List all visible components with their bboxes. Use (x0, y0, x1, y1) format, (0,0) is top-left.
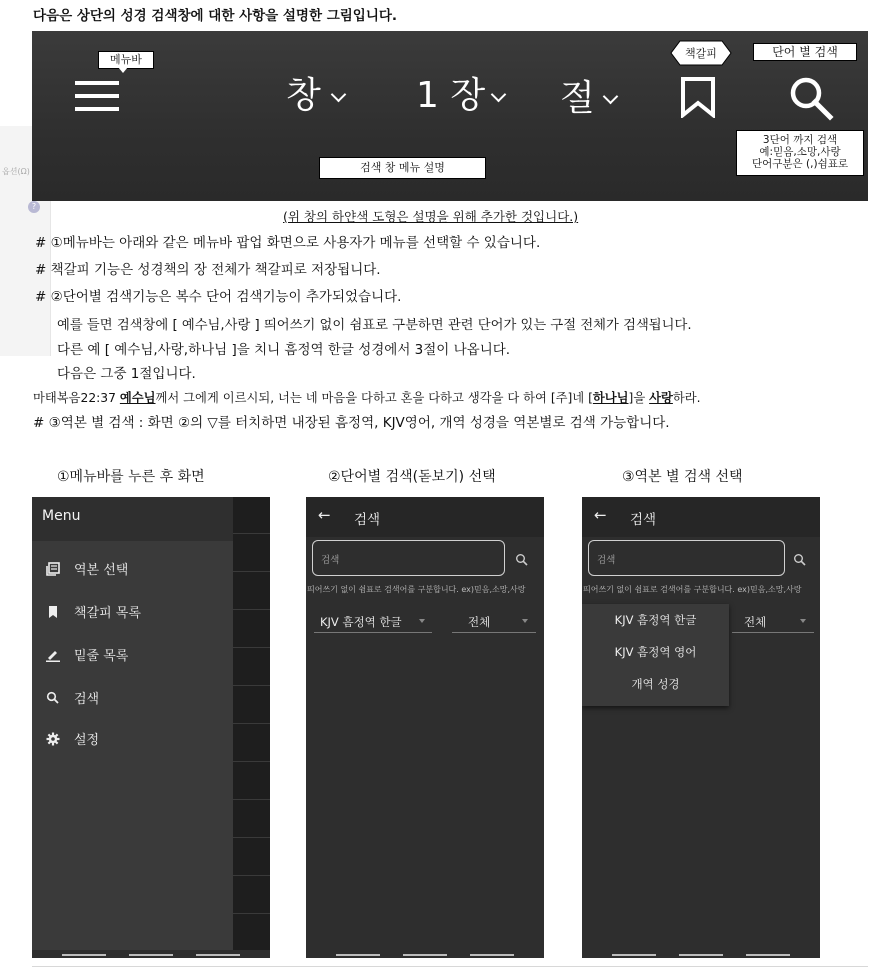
note-line: 예:믿음,소망,사랑 (759, 146, 841, 158)
search-hint: 띄어쓰기 없이 쉼표로 검색어를 구분합니다. ex)믿음,소망,사랑 (307, 585, 526, 594)
side-panel-text: 옵션(Ω) (2, 167, 30, 176)
menu-item-label: 밑줄 목록 (74, 649, 129, 664)
page-heading: 다음은 상단의 성경 검색창에 대한 사항을 설명한 그림입니다. (33, 8, 398, 24)
bookmark-icon (46, 605, 60, 619)
screen-caption: ①메뉴바를 누른 후 화면 (57, 469, 205, 485)
highlight-word: 하나님 (592, 391, 629, 405)
description-line: # ②단어별 검색기능은 복수 단어 검색기능이 추가되었습니다. (35, 289, 402, 305)
search-menu-label: 검색 창 메뉴 설명 (319, 157, 486, 179)
drawer-scrim[interactable] (233, 497, 270, 958)
screen-caption: ③역본 별 검색 선택 (622, 469, 743, 485)
menu-item-underlines[interactable] (46, 645, 128, 664)
screen-title: 검색 (630, 512, 657, 528)
description-line: # ③역본 별 검색 : 화면 ②의 ▽를 터치하면 내장된 흠정역, KJV영어, 개역 성경을 역본별로 검색 가능합니다. (33, 415, 670, 431)
label-pointer (118, 67, 128, 73)
scope-dropdown[interactable]: 전체 (744, 615, 767, 629)
description-line: # 책갈피 기능은 성경책의 장 전체가 책갈피로 저장됩니다. (35, 262, 381, 278)
back-arrow-icon[interactable]: ← (594, 506, 607, 524)
verse-text: 께서 그에게 이르시되, 너는 네 마음을 다하고 혼을 다하고 생각을 다 하여 [주]네 [ (155, 391, 593, 405)
verse-ref: 마태복음22:37 (33, 391, 120, 405)
search-icon[interactable] (788, 75, 834, 121)
hamburger-menu-icon[interactable] (75, 79, 119, 113)
search-placeholder: 검색 (597, 555, 616, 566)
nav-indicator (336, 954, 380, 956)
search-icon (46, 691, 60, 705)
word-search-label: 단어 별 검색 (753, 43, 857, 61)
search-input[interactable] (588, 540, 785, 576)
nav-indicator (196, 954, 240, 956)
dropdown-underline (452, 632, 536, 633)
system-navbar (582, 950, 820, 958)
dropdown-underline (314, 632, 432, 633)
menu-screen (32, 497, 270, 958)
nav-indicator (403, 954, 447, 956)
nav-indicator (746, 954, 790, 956)
menu-item-label: 책갈피 목록 (74, 606, 141, 621)
dropdown-triangle-icon[interactable] (419, 619, 425, 623)
library-icon (46, 562, 60, 576)
app-bar (582, 497, 820, 537)
chevron-down-icon (331, 87, 347, 103)
nav-indicator (470, 954, 514, 956)
bookmark-icon[interactable] (680, 76, 716, 118)
verse-text: 하라. (672, 391, 701, 405)
search-icon[interactable] (793, 552, 807, 566)
menu-item-settings[interactable] (46, 729, 99, 748)
dropdown-triangle-icon[interactable] (522, 619, 528, 623)
header-caption: (위 창의 하얀색 도형은 설명을 위해 추가한 것입니다.) (283, 209, 579, 224)
example-line: 다음은 그중 1절입니다. (57, 366, 196, 382)
underline-icon (46, 648, 60, 662)
search-screen (306, 497, 544, 958)
menu-item-search[interactable] (46, 688, 99, 707)
example-line: 다른 예 [ 예수님,사랑,하나님 ]을 치니 흠정역 한글 성경에서 3절이 나옵니다. (57, 342, 511, 358)
back-arrow-icon[interactable]: ← (318, 506, 331, 524)
description-line: # ①메뉴바는 아래와 같은 메뉴바 팝업 화면으로 사용자가 메뉴를 선택할 수 있습니다. (35, 235, 541, 251)
menu-item-versions[interactable] (46, 559, 128, 578)
screen-caption: ②단어별 검색(돋보기) 선택 (328, 469, 496, 485)
version-screen (582, 497, 820, 958)
note-line: 3단어 까지 검색 (762, 134, 838, 146)
menu-item-label: 역본 선택 (74, 563, 129, 578)
screen-title: 검색 (354, 512, 381, 528)
menu-bar-label: 메뉴바 (98, 51, 154, 69)
version-option[interactable]: 개역 성경 (631, 677, 680, 691)
nav-indicator (129, 954, 173, 956)
chevron-down-icon (491, 87, 507, 103)
menu-item-label: 설정 (74, 733, 100, 748)
menu-item-bookmarks[interactable] (46, 602, 141, 621)
scope-dropdown[interactable]: 전체 (468, 615, 491, 629)
gear-icon (46, 732, 60, 746)
example-line: 예를 들면 검색창에 [ 예수님,사랑 ] 띄어쓰기 없이 쉼표로 구분하면 관련 단어가 있는 구절 전체가 검색됩니다. (57, 318, 692, 333)
search-icon[interactable] (515, 552, 529, 566)
highlight-word: 사랑 (649, 391, 673, 405)
version-dropdown-menu (582, 604, 729, 706)
app-bar (306, 497, 544, 537)
dropdown-underline (732, 632, 814, 633)
search-note-box (736, 130, 864, 176)
version-dropdown[interactable]: KJV 흠정역 한글 (320, 615, 402, 629)
system-navbar (32, 950, 270, 958)
verse-text: ]을 (628, 391, 650, 405)
system-navbar (306, 950, 544, 958)
help-icon: ? (28, 201, 40, 213)
nav-indicator (62, 954, 106, 956)
nav-indicator (679, 954, 723, 956)
menu-item-label: 검색 (74, 692, 100, 707)
dropdown-triangle-icon[interactable] (800, 619, 806, 623)
verse-selector[interactable]: 절 (560, 78, 595, 119)
chevron-down-icon (603, 89, 619, 105)
version-option[interactable]: KJV 흠정역 한글 (614, 613, 697, 627)
verse-line (33, 391, 701, 406)
menu-title: Menu (42, 508, 81, 524)
version-option[interactable]: KJV 흠정역 영어 (614, 645, 697, 659)
search-hint: 띄어쓰기 없이 쉼표로 검색어를 구분합니다. ex)믿음,소망,사랑 (583, 585, 802, 594)
search-input[interactable] (312, 540, 505, 576)
bookmark-label-text: 책갈피 (685, 47, 717, 60)
search-placeholder: 검색 (321, 555, 340, 566)
highlight-word: 예수님 (119, 391, 156, 405)
chapter-selector[interactable]: 1 장 (416, 75, 486, 116)
bookmark-label (670, 40, 732, 66)
book-selector[interactable]: 창 (286, 75, 321, 116)
note-line: 단어구분은 (,)쉼표로 (751, 158, 848, 170)
search-header-screenshot (32, 31, 868, 201)
nav-indicator (612, 954, 656, 956)
bottom-rule (32, 966, 868, 967)
